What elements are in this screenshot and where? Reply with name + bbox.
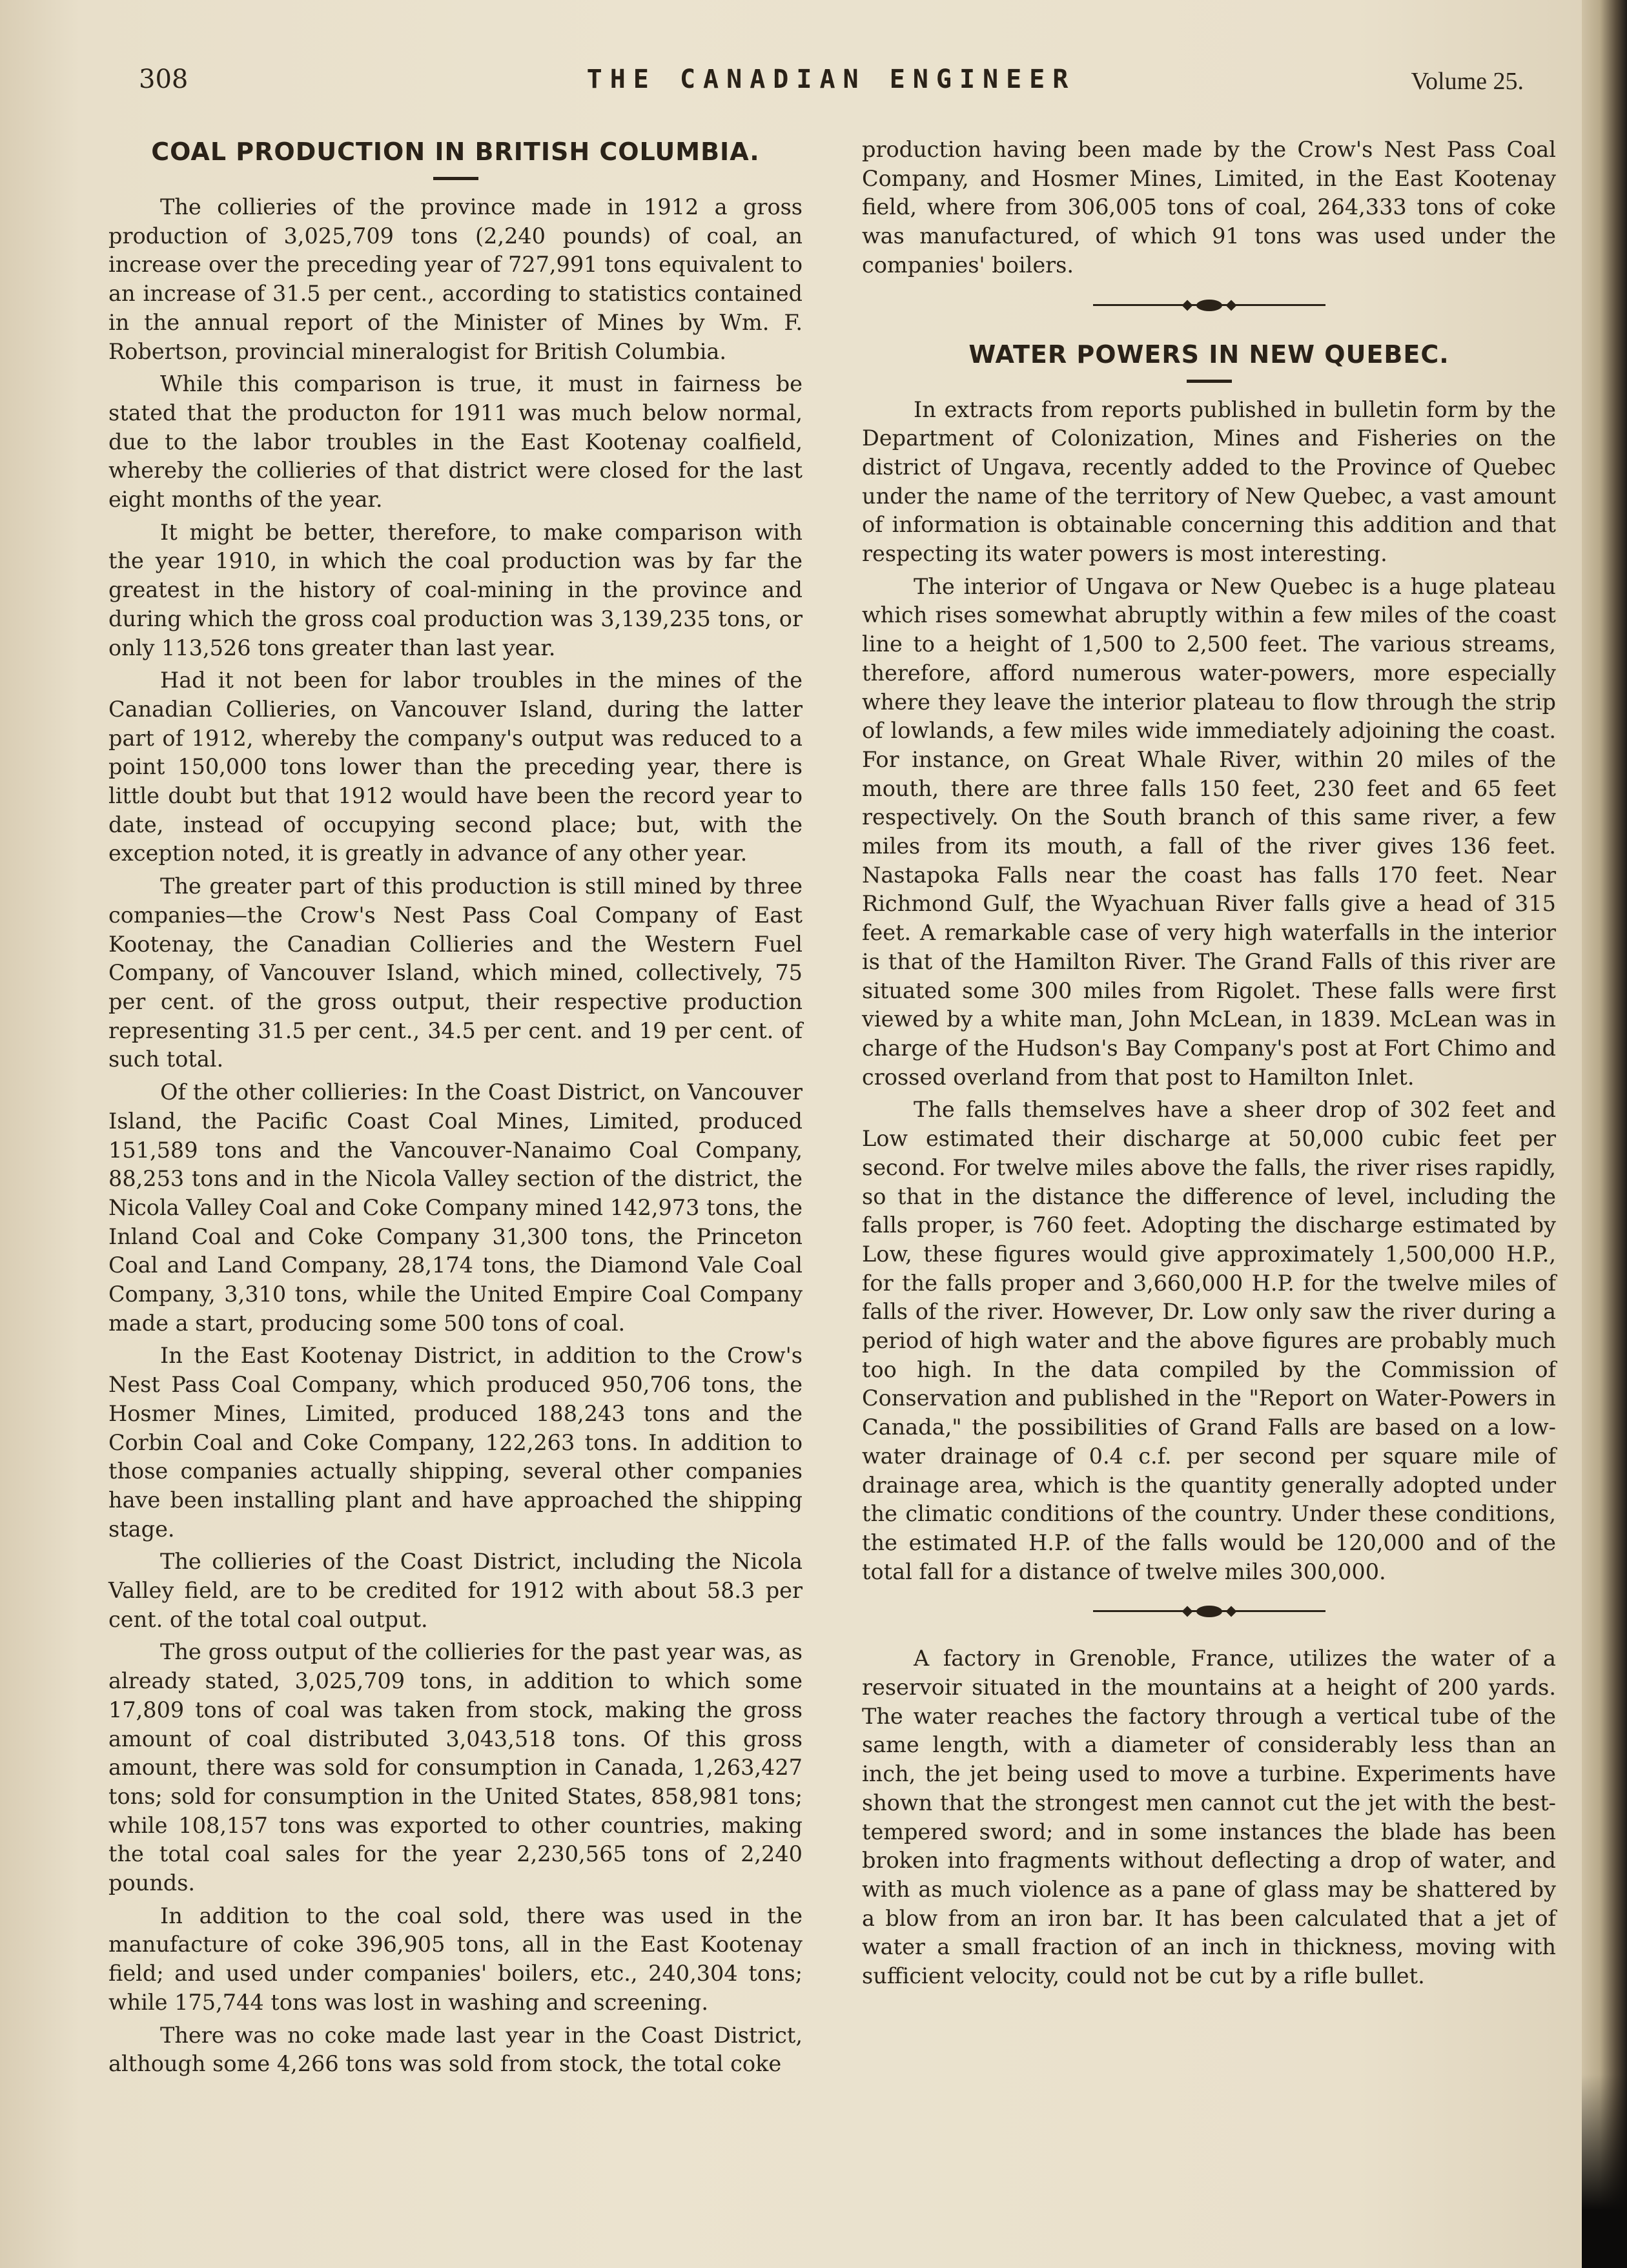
paragraph: In the East Kootenay District, in addition to the Crow's Nest Pass Coal Company, which produced 950,706 tons, the Hosmer Mines, Limited, produced 188,243 tons and the Corbin Coal and Coke Company, 122,263 tons. In addition to those companies actually shipping, several other companies have been installing plant and have approached the shipping stage. <box>108 1343 803 1542</box>
corner-shadow <box>1582 2074 1627 2268</box>
paragraph: The interior of Ungava or New Quebec is a huge plateau which rises somewhat abruptly within a few miles of the coast line to a height of 1,500 to 2,500 feet. The various streams, therefore, afford numerous water-powers, more especially where they leave the interior plateau to flow through the strip of lowlands, a few miles wide immediately adjoining the coast. For instance, on Great Whale River, within 20 miles of the mouth, there are three falls 150 feet, 230 feet and 65 feet respectively. On the South branch of this same river, a few miles from its mouth, a fall of the river gives 136 feet. Nastapoka Falls near the coast has falls 170 feet. Near Richmond Gulf, the Wyachuan River falls give a head of 315 feet. A remarkable case of very high waterfalls in the interior is that of the Hamilton River. The Grand Falls of this river are situated some 300 miles from Rigolet. These falls were first viewed by a white man, John McLean, in 1839. McLean was in charge of the Hudson's Bay Company's post at Fort Chimo and crossed overland from that post to Hamilton Inlet. <box>862 573 1556 1090</box>
paragraph: While this comparison is true, it must in fairness be stated that the producton for 1911 was much below normal, due to the labor troubles in the East Kootenay coalfield, whereby the collieries of that district were closed for the last eight months of the year. <box>108 371 803 513</box>
paragraph-continued: production having been made by the Crow's Nest Pass Coal Company, and Hosmer Mines, Limited, in the East Kootenay field, where from 306,005 tons of coal, 264,333 tons of coke was manufactured, of which 91 tons was used under the companies' boilers. <box>862 137 1556 278</box>
paragraph: There was no coke made last year in the Coast District, although some 4,266 tons was sold from stock, the total coke <box>108 2022 803 2077</box>
book-spine-shadow <box>1582 0 1627 2268</box>
paragraph: The collieries of the Coast District, including the Nicola Valley field, are to be credited for 1912 with about 58.3 per cent. of the total coal output. <box>108 1549 803 1632</box>
paragraph: A factory in Grenoble, France, utilizes the water of a reservoir situated in the mountains at a height of 200 yards. The water reaches the factory through a vertical tube of the same length, with a diameter of considerably less than an inch, the jet being used to move a turbine. Experiments have shown that the strongest men cannot cut the jet with the best-tempered sword; and in some instances the blade has been broken into fragments without deflecting a drop of water, and with as much violence as a pane of glass may be shattered by a blow from an iron bar. It has been calculated that a jet of water a small fraction of an inch in thickness, moving with sufficient velocity, could not be cut by a rifle bullet. <box>862 1646 1556 1989</box>
ornamental-divider <box>1093 1602 1325 1621</box>
paragraph: It might be better, therefore, to make comparison with the year 1910, in which the coal production was by far the greatest in the history of coal-mining in the province and during which the gross coal production was 3,139,235 tons, or only 113,526 tons greater than last year. <box>108 519 803 660</box>
right-column <box>862 136 1556 1995</box>
paragraph: The falls themselves have a sheer drop of 302 feet and Low estimated their discharge at 50,000 cubic feet per second. For twelve miles above the falls, the river rises rapidly, so that in the distance the difference of level, including the falls proper, is 760 feet. Adopting the discharge estimated by Low, these figures would give approximately 1,500,000 H.P., for the falls proper and 3,660,000 H.P. for the twelve miles of falls of the river. However, Dr. Low only saw the river during a period of high water and the above figures are probably much too high. In the data compiled by the Commission of Conservation and published in the "Report on Water-Powers in Canada," the possibilities of Grand Falls are based on a low-water drainage of 0.4 c.f. per second per square mile of drainage area, which is the quantity generally adopted under the climatic conditions of the country. Under these conditions, the estimated H.P. of the falls would be 120,000 and of the total fall for a distance of twelve miles 300,000. <box>862 1097 1556 1584</box>
paragraph: In extracts from reports published in bulletin form by the Department of Colonization, Mines and Fisheries on the district of Ungava, recently added to the Province of Quebec under the name of the territory of New Quebec, a vast amount of information is obtainable concerning this addition and that respecting its water powers is most interesting. <box>862 396 1556 567</box>
page-header <box>139 65 1524 103</box>
page-number: 308 <box>139 65 189 94</box>
paragraph: Of the other collieries: In the Coast District, on Vancouver Island, the Pacific Coast Coal Mines, Limited, produced 151,589 tons and the Vancouver-Nanaimo Coal Company, 88,253 tons and in the Nicola Valley section of the district, the Nicola Valley Coal and Coke Company mined 142,973 tons, the Inland Coal and Coke Company 31,300 tons, the Princeton Coal and Land Company, 28,174 tons, the Diamond Vale Coal Company, 3,310 tons, while the United Empire Coal Company made a start, producing some 500 tons of coal. <box>108 1079 803 1336</box>
paragraph: In addition to the coal sold, there was used in the manufacture of coke 396,905 tons, all in the East Kootenay field; and used under companies' boilers, etc., 240,304 tons; while 175,744 tons was lost in washing and screening. <box>108 1903 803 2015</box>
journal-title: THE CANADIAN ENGINEER <box>586 65 1076 94</box>
volume-label: Volume 25. <box>1411 68 1524 95</box>
paragraph: Had it not been for labor troubles in the mines of the Canadian Collieries, on Vancouver Island, during the latter part of 1912, whereby the company's output was reduced to a point 150,000 tons lower than the preceding year, there is little doubt but that 1912 would have been the record year to date, instead of occupying second place; but, with the exception noted, it is greatly in advance of any other year. <box>108 668 803 866</box>
title-rule <box>1187 380 1232 383</box>
title-rule <box>433 177 478 180</box>
paragraph: The greater part of this production is still mined by three companies—the Crow's Nest Pass Coal Company of East Kootenay, the Canadian Collieries and the Western Fuel Company, of Vancouver Island, which mined, collectively, 75 per cent. of the gross output, their respective production representing 31.5 per cent., 34.5 per cent. and 19 per cent. of such total. <box>108 873 803 1072</box>
article-title-water: WATER POWERS IN NEW QUEBEC. <box>968 340 1449 369</box>
left-column <box>108 136 803 2083</box>
paragraph: The gross output of the collieries for the past year was, as already stated, 3,025,709 tons, in addition to which some 17,809 tons of coal was taken from stock, making the gross amount of coal distributed 3,043,518 tons. Of this gross amount, there was sold for consumption in Canada, 1,263,427 tons; sold for consumption in the United States, 858,981 tons; while 108,157 tons was exported to other countries, making the total coal sales for the year 2,230,565 tons of 2,240 pounds. <box>108 1639 803 1896</box>
paragraph: The collieries of the province made in 1912 a gross production of 3,025,709 tons (2,240 pounds) of coal, an increase over the preceding year of 727,991 tons equivalent to an increase of 31.5 per cent., according to statistics contained in the annual report of the Minister of Mines by Wm. F. Robertson, provincial mineralogist for British Columbia. <box>108 194 803 364</box>
ornamental-divider <box>1093 296 1325 315</box>
article-title-coal: COAL PRODUCTION IN BRITISH COLUMBIA. <box>151 138 760 166</box>
